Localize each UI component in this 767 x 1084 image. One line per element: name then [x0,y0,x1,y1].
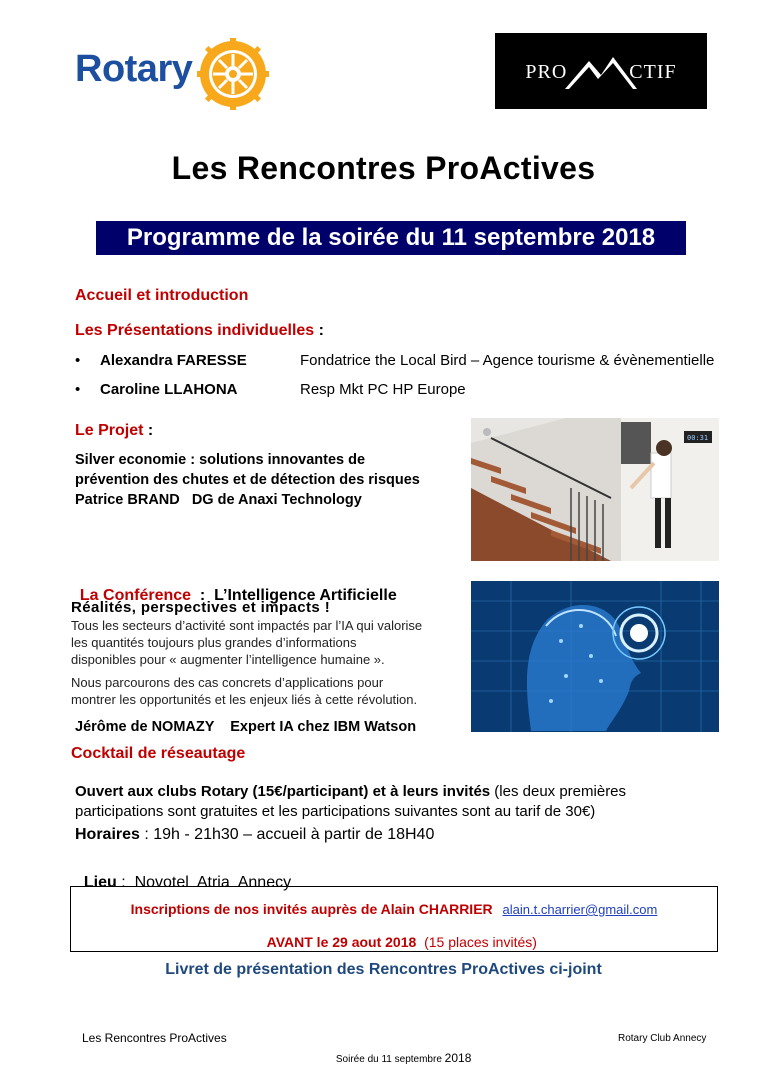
cocktail-horaires: Horaires : 19h - 21h30 – accueil à partir de 18H40 [75,826,435,843]
presentations-heading: Les Présentations individuelles [75,322,315,339]
presenter-role: Resp Mkt PC HP Europe [300,381,466,398]
conference-subject: L’Intelligence Artificielle [214,587,397,604]
footer-center: Soirée du 11 septembre 2018 [335,1051,472,1065]
clock-display: 00:31 [687,434,709,442]
cocktail-description: Ouvert aux clubs Rotary (15€/participant) et à leurs invités (les deux premières participations sont gratuites et les participations suivantes sont au tarif de 30€) [75,783,627,820]
signup-places: (15 places invités) [416,934,537,950]
page-title: Les Rencontres ProActives [171,150,596,186]
section-cocktail: Cocktail de réseautage [71,745,246,762]
footer-right: Rotary Club Annecy [618,1033,707,1044]
proactif-wordmark: PRO CTIF [525,61,677,83]
cocktail-lieu: Lieu : Novotel Atria Annecy [83,874,292,891]
projet-topic: Silver economie : solutions innovantes de prévention des chutes et de détection des risques [75,452,420,488]
section-conference: La Conférence : L’Intelligence Artificielle [79,587,397,604]
projet-speaker: Patrice BRAND DG de Anaxi Technology [75,492,362,508]
proactif-logo [495,33,707,109]
stairs-fall-detection-image [471,418,719,561]
ai-head-image [471,581,719,732]
booklet-note: Livret de présentation des Rencontres ProActives ci-joint [165,961,602,978]
presenter-name: Caroline LLAHONA [100,381,238,398]
conference-heading: La Conférence [79,587,192,604]
signup-deadline: AVANT le 29 aout 2018 [266,934,417,950]
conference-paragraph-1: Tous les secteurs d’activité sont impactés par l’IA qui valorise les quantités toujours plus grandes d’informations disponibles pour « augmenter l’intelligence humaine ». [71,618,423,667]
footer-left: Les Rencontres ProActives [82,1031,227,1045]
conference-speaker: Jérôme de NOMAZY Expert IA chez IBM Watson [75,719,417,735]
presenter-name: Alexandra FARESSE [100,352,247,369]
signup-box [70,886,718,952]
presenter-role: Fondatrice the Local Bird – Agence tourisme & évènementielle [300,352,715,369]
rotary-wheel-icon [197,38,269,110]
section-accueil: Accueil et introduction [75,287,249,304]
conference-subtitle: Réalités, perspectives et impacts ! [71,599,331,616]
conference-paragraph-2: Nous parcourons des cas concrets d’applications pour montrer les opportunités et les enjeux liés à cette révolution. [71,675,418,707]
section-projet: Le Projet : [75,422,154,439]
rotary-wordmark: Rotary [75,48,193,90]
rotary-logo [75,38,285,110]
signup-email-link[interactable]: alain.t.charrier@gmail.com [502,902,658,917]
signup-text: Inscriptions de nos invités auprès de Alain CHARRIER [130,901,493,917]
section-presentations: Les Présentations individuelles : [75,322,324,339]
projet-heading: Le Projet [75,422,144,439]
program-banner: Programme de la soirée du 11 septembre 2018 [96,221,686,255]
